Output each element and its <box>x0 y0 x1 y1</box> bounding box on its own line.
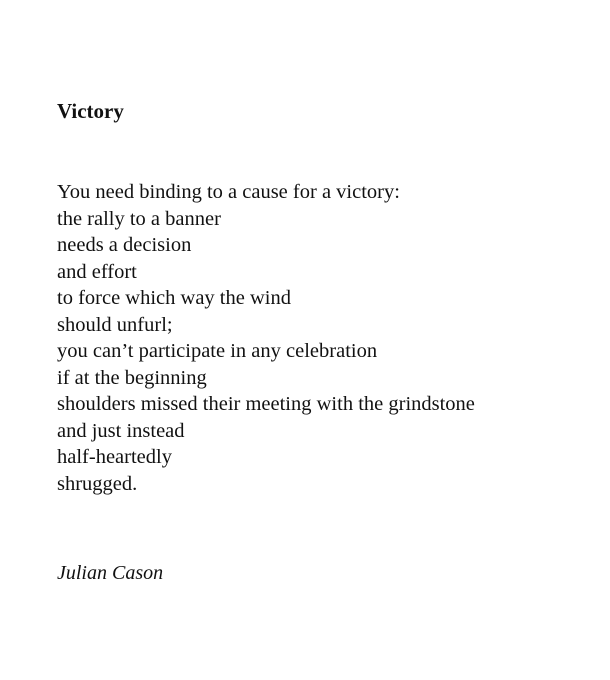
poem-line: and effort <box>57 260 137 283</box>
poem-line: the rally to a banner <box>57 207 221 230</box>
poem-line: shrugged. <box>57 472 138 495</box>
poem-line: needs a decision <box>57 234 192 256</box>
poem-line: you can’t participate in any celebration <box>57 340 378 362</box>
poem-title: Victory <box>57 99 124 123</box>
poem-body <box>57 179 475 497</box>
poem-author: Julian Cason <box>57 562 164 584</box>
poem-line: and just instead <box>57 419 185 442</box>
poem-line: to force which way the wind <box>57 287 291 309</box>
poem-line: You need binding to a cause for a victory: <box>57 181 400 203</box>
poem-line: shoulders missed their meeting with the grindstone <box>57 393 475 415</box>
poem-line: should unfurl; <box>57 313 173 336</box>
poem-line: half-heartedly <box>57 446 172 468</box>
poem-line: if at the beginning <box>57 366 207 389</box>
